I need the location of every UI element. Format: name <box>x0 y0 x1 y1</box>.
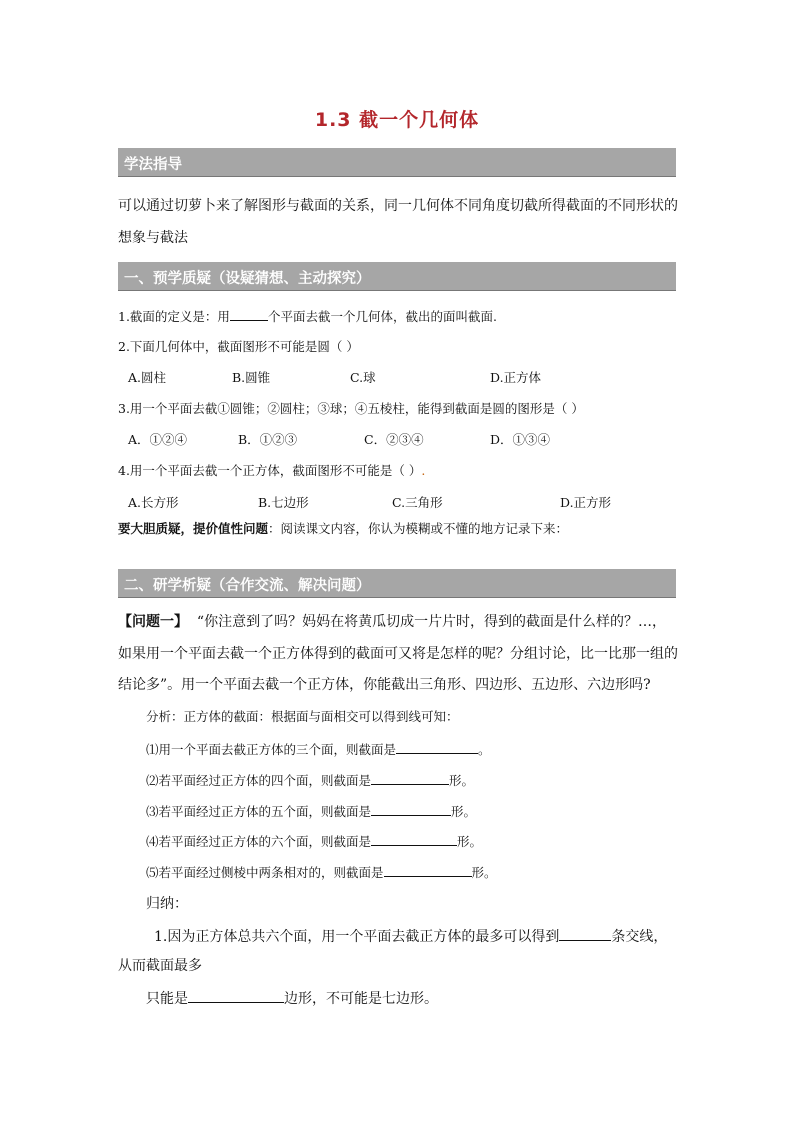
analysis-item-4-before: ⑷若平面经过正方体的六个面，则截面是 <box>146 834 372 849</box>
analysis-item-4 <box>146 831 482 851</box>
section-header-study-label: 二、研学析疑（合作交流、解决问题） <box>124 578 371 594</box>
q3-option-a: A．①②④ <box>128 432 188 447</box>
question-4-text: 4.用一个平面去截一个正方体，截面图形不可能是（ ） <box>118 463 422 478</box>
question-prompt-rest: ：阅读课文内容，你认为模糊或不懂的地方记录下来： <box>268 521 569 536</box>
summary-1-line2: 从而截面最多 <box>118 958 202 974</box>
problem-line1 <box>118 612 666 632</box>
summary-1-before: 1.因为正方体总共六个面，用一个平面去截正方体的最多可以得到 <box>154 929 560 945</box>
answer-blank[interactable] <box>371 770 449 785</box>
method-text-line1: 可以通过切萝卜来了解图形与截面的关系，同一几何体不同角度切截所得截面的不同形状的 <box>118 198 678 214</box>
analysis-item-2-before: ⑵若平面经过正方体的四个面，则截面是 <box>146 773 372 788</box>
question-1-before: 1.截面的定义是：用 <box>118 309 230 324</box>
q2-option-a: A.圆柱 <box>128 370 167 385</box>
question-prompt-bold: 要大胆质疑，提价值性问题 <box>118 521 269 536</box>
q4-option-b: B.七边形 <box>258 495 309 510</box>
analysis-item-3 <box>146 801 476 821</box>
question-2: 2.下面几何体中，截面图形不可能是圆（ ） <box>118 339 359 354</box>
summary-1 <box>154 926 667 947</box>
question-1-after: 个平面去截一个几何体，截出的面叫截面. <box>267 309 497 324</box>
summary-1-after: 条交线， <box>611 929 668 945</box>
q4-option-a: A.长方形 <box>128 495 179 510</box>
problem-line3: 结论多”。用一个平面去截一个正方体，你能截出三角形、四边形、五边形、六边形吗? <box>118 677 651 693</box>
section-header-preview <box>118 262 676 291</box>
answer-blank[interactable] <box>371 831 457 846</box>
analysis-item-3-before: ⑶若平面经过正方体的五个面，则截面是 <box>146 804 372 819</box>
question-4 <box>118 462 425 480</box>
analysis-item-5 <box>146 862 497 882</box>
method-text-line2: 想象与截法 <box>118 230 188 246</box>
q2-option-b: B.圆锥 <box>232 370 271 385</box>
problem-line2: 如果用一个平面去截一个正方体得到的截面可又将是怎样的呢？分组讨论，比一比那一组的 <box>118 646 678 662</box>
answer-blank[interactable] <box>396 739 478 754</box>
answer-blank[interactable] <box>559 926 611 941</box>
q2-option-d: D.正方体 <box>490 370 542 385</box>
question-3: 3.用一个平面去截①圆锥；②圆柱；③球；④五棱柱，能得到截面是圆的图形是（ ） <box>118 401 584 416</box>
cursor-dot-icon: . <box>421 463 426 478</box>
question-1 <box>118 306 497 326</box>
analysis-item-1 <box>146 739 491 759</box>
q4-option-d: D.正方形 <box>560 495 612 510</box>
answer-blank[interactable] <box>230 306 268 321</box>
analysis-text: 分析：正方体的截面：根据面与面相交可以得到线可知： <box>146 709 459 724</box>
q3-option-b: B．①②③ <box>238 432 298 447</box>
q3-option-c: C．②③④ <box>364 432 424 447</box>
analysis-item-1-before: ⑴用一个平面去截正方体的三个面，则截面是 <box>146 742 397 757</box>
analysis-item-5-before: ⑸若平面经过侧棱中两条相对的，则截面是 <box>146 865 384 880</box>
answer-blank[interactable] <box>384 862 472 877</box>
summary-2-after: 边形，不可能是七边形。 <box>284 991 438 1007</box>
page-title: 1.3 截一个几何体 <box>314 109 480 131</box>
q4-option-c: C.三角形 <box>392 495 443 510</box>
answer-blank[interactable] <box>371 801 451 816</box>
section-header-study <box>118 569 676 598</box>
summary-label: 归纳： <box>146 896 188 912</box>
problem-line1-text: “你注意到了吗？妈妈在将黄瓜切成一片片时，得到的截面是什么样的？…， <box>196 614 667 630</box>
answer-blank[interactable] <box>188 988 284 1003</box>
section-header-method-label: 学法指导 <box>124 157 182 173</box>
analysis-item-4-after: 形。 <box>457 834 483 849</box>
analysis-item-3-after: 形。 <box>451 804 477 819</box>
q2-option-c: C.球 <box>350 370 376 385</box>
question-prompt <box>118 520 568 538</box>
summary-2-before: 只能是 <box>146 991 188 1007</box>
analysis-item-2 <box>146 770 474 790</box>
analysis-item-1-after: 。 <box>478 742 491 757</box>
q3-option-d: D．①③④ <box>490 432 551 447</box>
section-header-preview-label: 一、预学质疑（设疑猜想、主动探究） <box>124 271 371 287</box>
section-header-method <box>118 148 676 177</box>
analysis-item-2-after: 形。 <box>449 773 475 788</box>
analysis-item-5-after: 形。 <box>471 865 497 880</box>
problem-label: 【问题一】 <box>118 614 188 630</box>
summary-2 <box>146 988 438 1009</box>
